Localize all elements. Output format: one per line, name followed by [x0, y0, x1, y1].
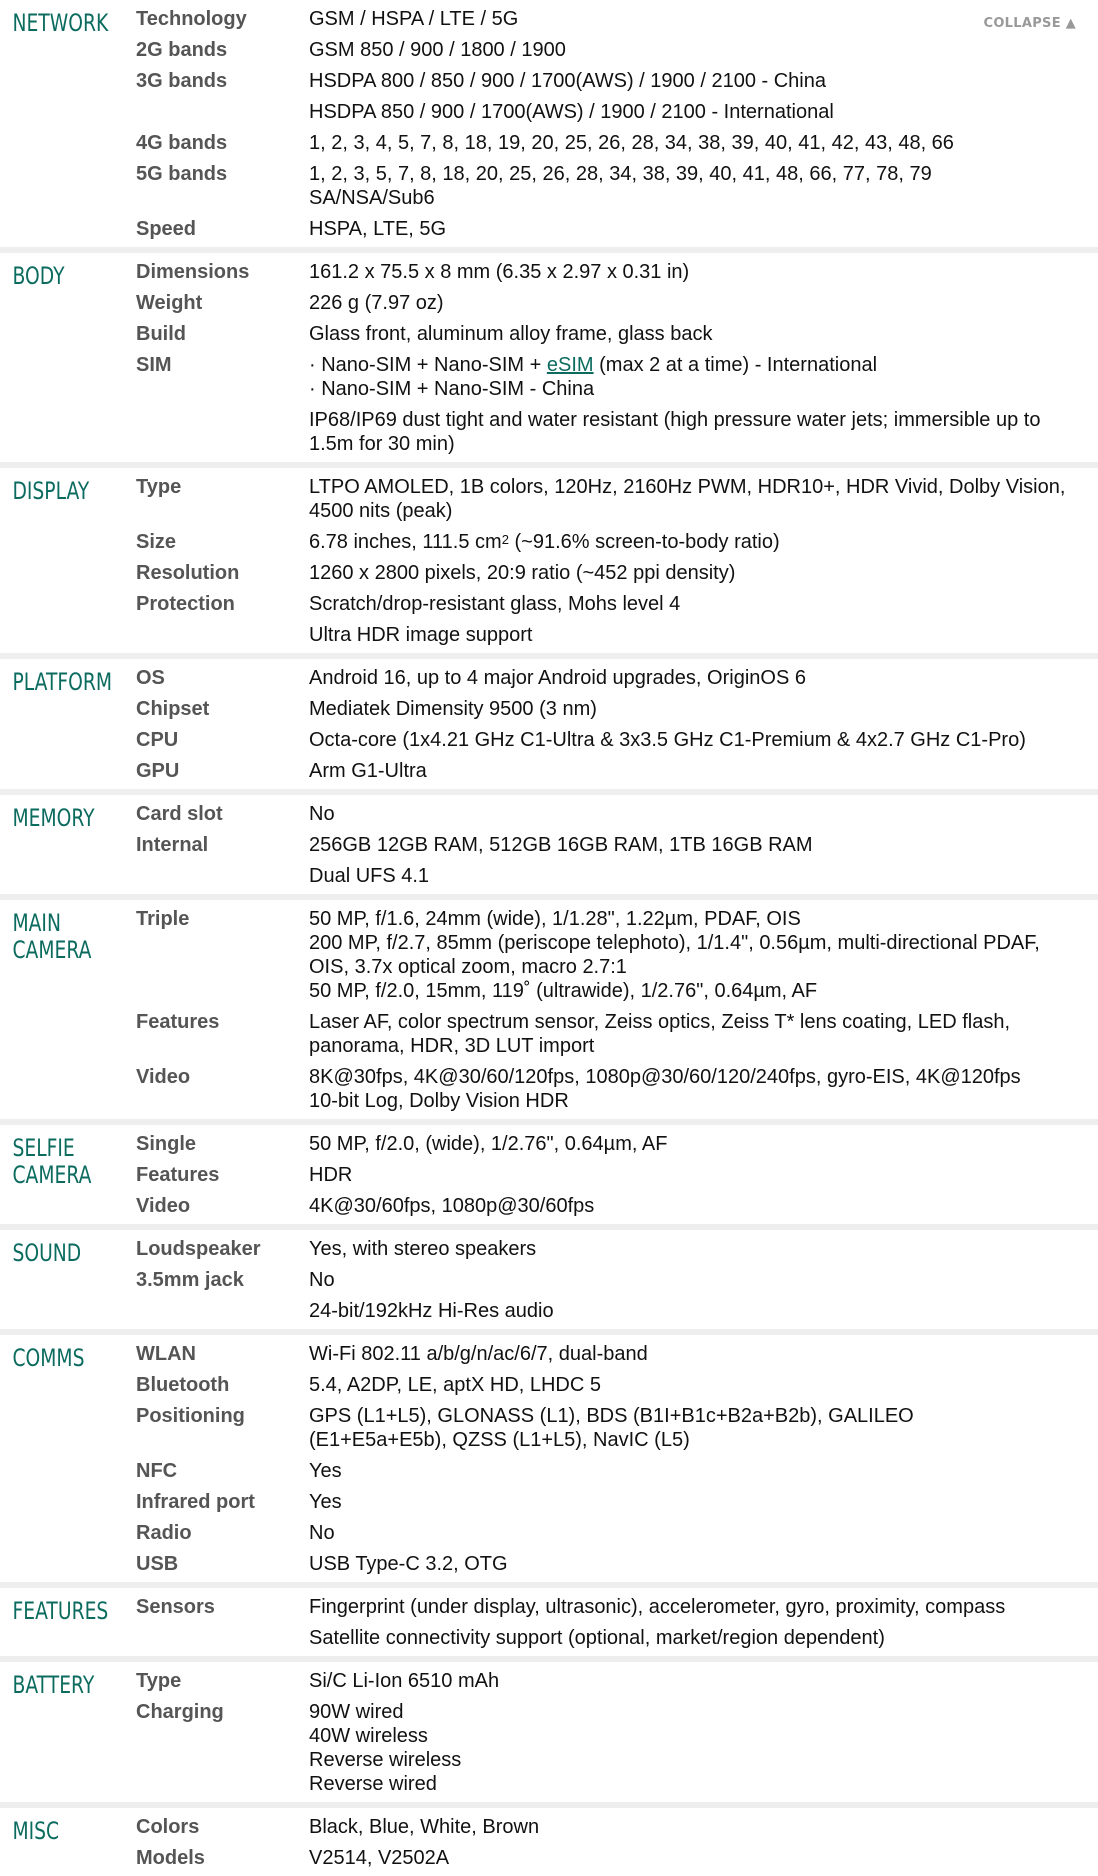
spec-key: Charging [136, 1701, 224, 1723]
spec-value [299, 346, 1098, 401]
spec-value: Android 16, up to 4 major Android upgrades, OriginOS 6 [309, 667, 806, 689]
spec-value: Wi-Fi 802.11 a/b/g/n/ac/6/7, dual-band [309, 1343, 648, 1365]
spec-value [299, 1058, 1098, 1122]
spec-row [0, 284, 1098, 315]
spec-value-line: 50 MP, f/1.6, 24mm (wide), 1/1.28", 1.22µm, PDAF, OIS [309, 908, 801, 930]
spec-key: Features [136, 1164, 220, 1186]
spec-key: USB [136, 1553, 179, 1575]
section-title [0, 1662, 105, 1805]
spec-row [0, 62, 1098, 93]
spec-value-line: 8K@30fps, 4K@30/60/120fps, 1080p@30/60/120/240fps, gyro-EIS, 4K@120fps [309, 1066, 1021, 1088]
spec-key: Card slot [136, 803, 223, 825]
spec-value [299, 155, 1098, 210]
section-title [0, 795, 105, 897]
spec-value: 226 g (7.97 oz) [309, 292, 444, 314]
spec-key: Single [136, 1133, 197, 1155]
spec-value: Black, Blue, White, Brown [309, 1816, 540, 1838]
spec-key: Type [136, 476, 182, 498]
spec-row [0, 1292, 1098, 1332]
spec-value-line: (E1+E5a+E5b), QZSS (L1+L5), NavIC (L5) [309, 1429, 690, 1451]
spec-key [134, 616, 299, 656]
spec-value: Glass front, aluminum alloy frame, glass back [309, 323, 713, 345]
spec-section-selfie-camera [0, 1125, 1098, 1230]
spec-row [0, 253, 1098, 284]
spec-value: No [309, 1522, 335, 1544]
section-title-line: FEATURES [12, 1597, 109, 1625]
spec-key: Size [136, 531, 177, 553]
spec-value: Satellite connectivity support (optional, market/region dependent) [309, 1627, 885, 1649]
spec-key [134, 401, 299, 465]
spec-value-line: 50 MP, f/2.0, 15mm, 119˚ (ultrawide), 1/2.76", 0.64µm, AF [309, 980, 818, 1002]
spec-row [0, 1839, 1098, 1876]
spec-value: 6.78 inches, 111.5 $cm^2$ (~91.6% screen-to-body ratio) [309, 531, 780, 553]
spec-key [134, 1619, 299, 1659]
spec-key: 5G bands [136, 163, 228, 185]
section-title [0, 1808, 105, 1876]
spec-value: HSDPA 850 / 900 / 1700(AWS) / 1900 / 2100 - International [309, 101, 834, 123]
section-title-line: BATTERY [12, 1671, 95, 1699]
spec-row [0, 1156, 1098, 1187]
section-title-line: NETWORK [12, 9, 109, 37]
spec-row [0, 826, 1098, 857]
spec-row [0, 857, 1098, 897]
spec-value: 24-bit/192kHz Hi-Res audio [309, 1300, 554, 1322]
spec-key: Weight [136, 292, 203, 314]
spec-value: HDR [309, 1164, 353, 1186]
spec-key: Positioning [136, 1405, 245, 1427]
spec-row [0, 315, 1098, 346]
spec-value: 1, 2, 3, 4, 5, 7, 8, 18, 19, 20, 25, 26, 28, 34, 38, 39, 40, 41, 42, 43, 48, 66 [309, 132, 954, 154]
spec-value-line: · Nano-SIM + Nano-SIM + eSIM (max 2 at a time) - International [309, 354, 878, 376]
spec-key: NFC [136, 1460, 178, 1482]
section-title-line: DISPLAY [12, 477, 90, 505]
spec-key: 2G bands [136, 39, 228, 61]
spec-row [0, 1261, 1098, 1292]
spec-value-line: 90W wired [309, 1701, 404, 1723]
spec-row [0, 1588, 1098, 1619]
spec-row [0, 1397, 1098, 1452]
spec-key: Loudspeaker [136, 1238, 261, 1260]
section-title [0, 0, 109, 250]
section-title [0, 1588, 109, 1659]
superscript: 2 [501, 532, 509, 547]
section-title-line: COMMS [12, 1344, 85, 1372]
spec-key: Type [136, 1670, 182, 1692]
spec-key [134, 93, 299, 124]
spec-section-body [0, 253, 1098, 468]
spec-section-main-camera [0, 900, 1098, 1125]
spec-value: HSDPA 800 / 850 / 900 / 1700(AWS) / 1900 / 2100 - China [309, 70, 826, 92]
spec-row [0, 1187, 1098, 1227]
spec-row [0, 585, 1098, 616]
spec-value-line: SA/NSA/Sub6 [309, 187, 435, 209]
section-title [0, 468, 105, 656]
spec-row [0, 1125, 1098, 1156]
spec-row [0, 795, 1098, 826]
spec-row [0, 659, 1098, 690]
spec-value: Scratch/drop-resistant glass, Mohs level 4 [309, 593, 681, 615]
spec-key: Bluetooth [136, 1374, 230, 1396]
spec-value-line: · Nano-SIM + Nano-SIM - China [309, 378, 595, 400]
spec-key: Dimensions [136, 261, 250, 283]
spec-value: HSPA, LTE, 5G [309, 218, 447, 240]
section-title [0, 900, 105, 1122]
spec-section-network [0, 0, 1098, 253]
section-title-line: MISC [12, 1817, 60, 1845]
spec-row [0, 124, 1098, 155]
section-title-line: CAMERA [12, 1161, 92, 1189]
spec-key: Infrared port [136, 1491, 255, 1513]
spec-value-line: 40W wireless [309, 1725, 428, 1747]
spec-key: Protection [136, 593, 235, 615]
spec-key: Resolution [136, 562, 240, 584]
spec-row [0, 1545, 1098, 1585]
spec-row [0, 1003, 1098, 1058]
spec-row [0, 616, 1098, 656]
spec-value: Mediatek Dimensity 9500 (3 nm) [309, 698, 597, 720]
spec-value: LTPO AMOLED, 1B colors, 120Hz, 2160Hz PWM, HDR10+, HDR Vivid, Dolby Vision, 4500 nits (peak) [309, 476, 1066, 522]
spec-value: Dual UFS 4.1 [309, 865, 430, 887]
spec-section-features [0, 1588, 1098, 1662]
spec-section-misc [0, 1808, 1098, 1876]
spec-value: USB Type-C 3.2, OTG [309, 1553, 508, 1575]
spec-row [0, 1452, 1098, 1483]
spec-row [0, 1808, 1098, 1839]
section-title-line: BODY [12, 262, 65, 290]
spec-key: Sensors [136, 1596, 215, 1618]
spec-value [299, 900, 1098, 1003]
spec-key: SIM [136, 354, 172, 376]
spec-key: CPU [136, 729, 179, 751]
spec-value: Arm G1-Ultra [309, 760, 427, 782]
spec-key: Video [136, 1195, 191, 1217]
spec-value-line: Reverse wired [309, 1773, 437, 1795]
spec-row [0, 1514, 1098, 1545]
section-title [0, 253, 105, 465]
spec-key: Models [136, 1847, 205, 1869]
spec-value-line: 10-bit Log, Dolby Vision HDR [309, 1090, 569, 1112]
spec-value: Laser AF, color spectrum sensor, Zeiss optics, Zeiss T* lens coating, LED flash, panorama, HDR, 3D LUT import [309, 1011, 1011, 1057]
section-title-line: SOUND [12, 1239, 82, 1267]
spec-row [0, 1335, 1098, 1366]
section-title-line: CAMERA [12, 936, 92, 964]
spec-section-comms [0, 1335, 1098, 1588]
spec-row [0, 1230, 1098, 1261]
spec-key: 3.5mm jack [136, 1269, 244, 1291]
spec-row [0, 401, 1098, 465]
spec-value-line: GPS (L1+L5), GLONASS (L1), BDS (B1I+B1c+B2a+B2b), GALILEO [309, 1405, 914, 1427]
spec-value: Yes [309, 1491, 342, 1513]
section-title [0, 1125, 105, 1227]
spec-value: 5.4, A2DP, LE, aptX HD, LHDC 5 [309, 1374, 602, 1396]
spec-row [0, 93, 1098, 124]
spec-key: Technology [136, 8, 247, 30]
spec-value: No [309, 1269, 335, 1291]
spec-value: 4K@30/60fps, 1080p@30/60fps [309, 1195, 595, 1217]
spec-value: Fingerprint (under display, ultrasonic), accelerometer, gyro, proximity, compass [309, 1596, 1006, 1618]
spec-row [0, 752, 1098, 792]
spec-row [0, 155, 1098, 210]
section-title-line: MEMORY [12, 804, 95, 832]
spec-key: Colors [136, 1816, 200, 1838]
spec-value: 161.2 x 75.5 x 8 mm (6.35 x 2.97 x 0.31 in) [309, 261, 690, 283]
spec-value: GSM / HSPA / LTE / 5G [309, 8, 519, 30]
spec-value: 50 MP, f/2.0, (wide), 1/2.76", 0.64µm, AF [309, 1133, 668, 1155]
spec-row [0, 523, 1098, 554]
spec-key: Internal [136, 834, 209, 856]
spec-key: Chipset [136, 698, 210, 720]
spec-value: V2514, V2502A [309, 1847, 450, 1869]
spec-value [299, 1693, 1098, 1805]
spec-key: GPU [136, 760, 180, 782]
spec-row [0, 1619, 1098, 1659]
spec-row [0, 210, 1098, 250]
spec-row [0, 468, 1098, 523]
spec-value-line: 200 MP, f/2.7, 85mm (periscope telephoto), 1/1.4", 0.56µm, multi-directional PDAF, OIS, 3.7x optical zoom, macro 2.7:1 [309, 932, 1040, 978]
spec-section-display [0, 468, 1098, 659]
section-title-line: SELFIE [12, 1134, 75, 1162]
spec-key [134, 857, 299, 897]
spec-row [0, 900, 1098, 1003]
spec-value: GSM 850 / 900 / 1800 / 1900 [309, 39, 566, 61]
section-title-line: PLATFORM [12, 668, 113, 696]
spec-section-memory [0, 795, 1098, 900]
spec-row [0, 1058, 1098, 1122]
spec-value: 1260 x 2800 pixels, 20:9 ratio (~452 ppi density) [309, 562, 736, 584]
spec-key: Build [136, 323, 186, 345]
spec-value: Octa-core (1x4.21 GHz C1-Ultra & 3x3.5 GHz C1-Premium & 4x2.7 GHz C1-Pro) [309, 729, 1026, 751]
esim-link[interactable]: eSIM [546, 354, 594, 376]
spec-row [0, 1662, 1098, 1693]
spec-section-sound [0, 1230, 1098, 1335]
spec-row [0, 1483, 1098, 1514]
spec-key: Features [136, 1011, 220, 1033]
spec-row [0, 690, 1098, 721]
spec-row [0, 31, 1098, 62]
spec-key: Triple [136, 908, 190, 930]
spec-value: Yes, with stereo speakers [309, 1238, 537, 1260]
spec-key: Radio [136, 1522, 192, 1544]
spec-value: Ultra HDR image support [309, 624, 533, 646]
spec-key: OS [136, 667, 165, 689]
section-title [0, 1230, 105, 1332]
spec-key: WLAN [136, 1343, 196, 1365]
spec-key: 3G bands [136, 70, 228, 92]
section-title [0, 1335, 105, 1585]
spec-value: No [309, 803, 335, 825]
spec-key [134, 1292, 299, 1332]
spec-value: Yes [309, 1460, 342, 1482]
collapse-button[interactable]: COLLAPSE ▲ [983, 16, 1076, 31]
spec-row [0, 0, 1098, 31]
spec-value-line: Reverse wireless [309, 1749, 462, 1771]
spec-row [0, 346, 1098, 401]
section-title [0, 659, 113, 792]
spec-value: IP68/IP69 dust tight and water resistant (high pressure water jets; immersible up to 1.5m for 30 min) [309, 409, 1041, 455]
spec-value: Si/C Li-Ion 6510 mAh [309, 1670, 500, 1692]
spec-value: 256GB 12GB RAM, 512GB 16GB RAM, 1TB 16GB RAM [309, 834, 813, 856]
spec-key: Speed [136, 218, 197, 240]
spec-row [0, 1693, 1098, 1805]
spec-key: Video [136, 1066, 191, 1088]
spec-row [0, 554, 1098, 585]
spec-key: 4G bands [136, 132, 228, 154]
spec-value [299, 1397, 1098, 1452]
spec-section-platform [0, 659, 1098, 795]
spec-row [0, 721, 1098, 752]
spec-row [0, 1366, 1098, 1397]
spec-value-line: 1, 2, 3, 5, 7, 8, 18, 20, 25, 26, 28, 34, 38, 39, 40, 41, 48, 66, 77, 78, 79 [309, 163, 932, 185]
section-title-line: MAIN [12, 909, 61, 937]
spec-section-battery [0, 1662, 1098, 1808]
